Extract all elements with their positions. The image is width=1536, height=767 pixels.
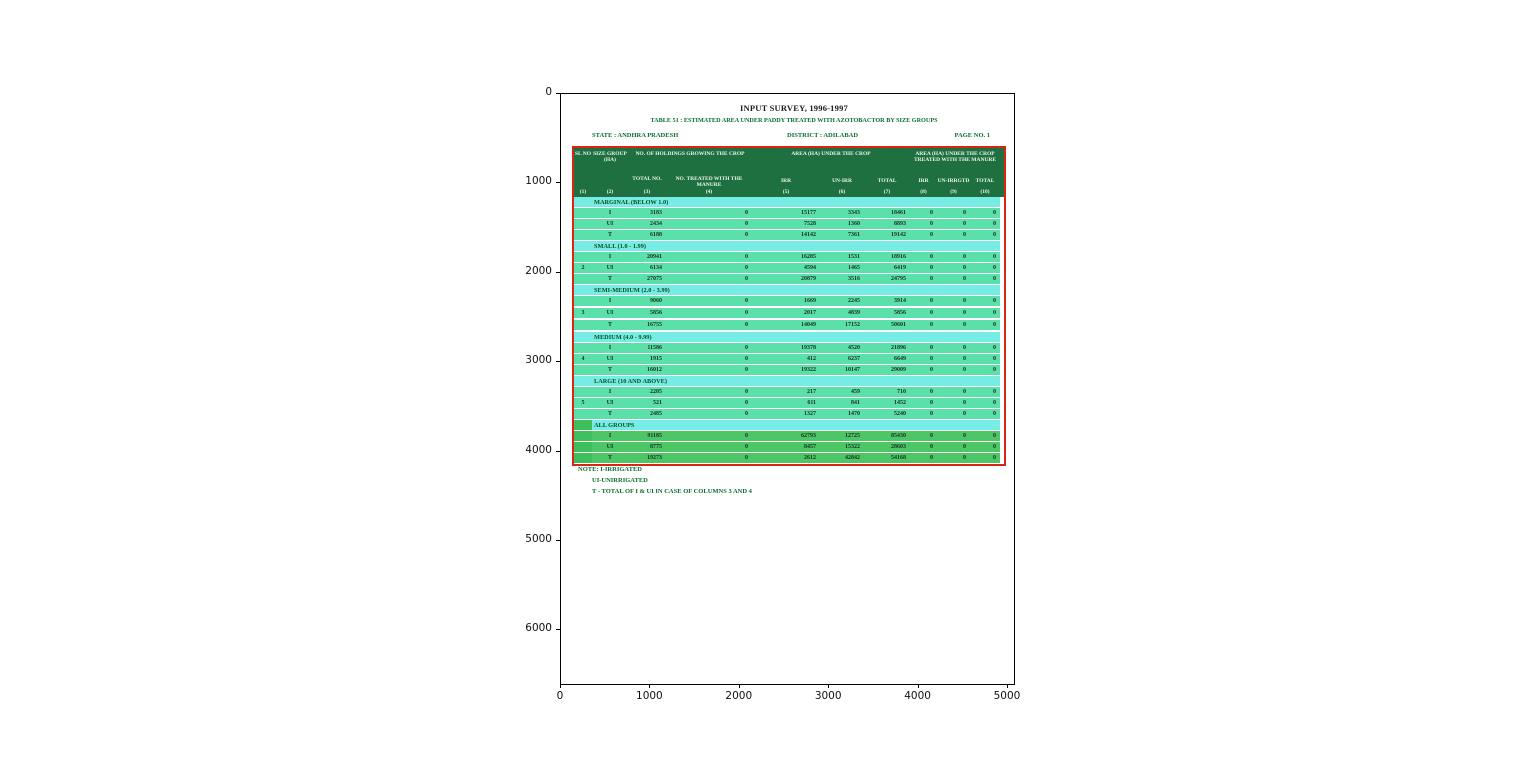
y-tick-mark — [556, 451, 560, 452]
value-cell: 0 — [993, 265, 996, 271]
serial-cell — [574, 208, 592, 218]
row-label-cell: UI — [606, 400, 614, 406]
value-cell: 2245 — [848, 298, 860, 304]
value-cell: 9060 — [650, 298, 662, 304]
row-label-cell: I — [608, 298, 612, 304]
value-cell: 7528 — [804, 221, 816, 227]
value-cell: 5856 — [894, 310, 906, 316]
value-cell: 0 — [963, 411, 966, 417]
value-cell: 0 — [745, 455, 748, 461]
value-cell: 0 — [745, 232, 748, 238]
value-cell: 29009 — [891, 367, 906, 373]
y-tick-mark — [556, 629, 560, 630]
table-row — [574, 431, 1000, 442]
x-tick-label: 1000 — [636, 690, 663, 702]
value-cell: 0 — [993, 433, 996, 439]
value-cell: 1669 — [804, 298, 816, 304]
value-cell: 0 — [963, 322, 966, 328]
header-area-group: AREA (HA) UNDER THE CROP — [791, 151, 871, 157]
column-number: (6) — [838, 189, 846, 195]
value-cell: 50601 — [891, 322, 906, 328]
table-row — [574, 409, 1000, 420]
header-irr: IRR — [780, 178, 792, 184]
value-cell: 0 — [963, 433, 966, 439]
row-label-cell: I — [608, 210, 612, 216]
y-tick-mark — [556, 93, 560, 94]
value-cell: 0 — [930, 345, 933, 351]
column-number: (5) — [782, 189, 790, 195]
value-cell: 0 — [993, 345, 996, 351]
value-cell: 0 — [930, 232, 933, 238]
note-line: T - TOTAL OF I & UI IN CASE OF COLUMNS 3 AND 4 — [592, 488, 752, 495]
state-label: STATE : ANDHRA PRADESH — [592, 132, 679, 139]
table-row — [574, 398, 1000, 409]
column-number: (8) — [920, 189, 927, 195]
serial-cell — [574, 274, 592, 284]
column-number: (4) — [705, 189, 713, 195]
value-cell: 0 — [963, 310, 966, 316]
table-row — [574, 219, 1000, 230]
serial-cell — [574, 442, 592, 452]
serial-cell: 5 — [581, 400, 585, 406]
value-cell: 3343 — [848, 210, 860, 216]
y-tick-label: 3000 — [525, 354, 552, 367]
table-row — [574, 354, 1000, 365]
value-cell: 27075 — [647, 276, 662, 282]
band-corner-cell — [574, 332, 592, 342]
value-cell: 0 — [993, 411, 996, 417]
value-cell: 0 — [745, 356, 748, 362]
header-no-treated: NO. TREATED WITH THE MANURE — [675, 176, 743, 189]
row-label-cell: I — [608, 345, 612, 351]
row-label-cell: T — [607, 411, 612, 417]
value-cell: 0 — [993, 367, 996, 373]
value-cell: 1327 — [804, 411, 816, 417]
value-cell: 0 — [930, 254, 933, 260]
serial-cell: 4 — [581, 356, 585, 362]
value-cell: 16012 — [647, 367, 662, 373]
value-cell: 0 — [963, 356, 966, 362]
value-cell: 6419 — [894, 265, 906, 271]
table-row — [574, 208, 1000, 219]
serial-cell — [574, 453, 592, 463]
row-label-cell: I — [608, 254, 612, 260]
x-tick-mark — [739, 684, 740, 688]
value-cell: 0 — [963, 400, 966, 406]
value-cell: 611 — [807, 400, 816, 406]
document-title: INPUT SURVEY, 1996-1997 — [740, 103, 848, 113]
value-cell: 10147 — [845, 367, 860, 373]
table-row — [574, 343, 1000, 354]
value-cell: 0 — [930, 265, 933, 271]
table-row — [574, 308, 1000, 320]
value-cell: 0 — [745, 276, 748, 282]
value-cell: 0 — [930, 389, 933, 395]
y-tick-mark — [556, 272, 560, 273]
row-label-cell: UI — [606, 356, 614, 362]
table-row — [574, 274, 1000, 285]
size-group-band — [574, 241, 1000, 252]
value-cell: 54168 — [891, 455, 906, 461]
note-line: NOTE: I-IRRIGATED — [578, 466, 642, 473]
row-label-cell: UI — [606, 221, 614, 227]
value-cell: 0 — [930, 322, 933, 328]
value-cell: 21896 — [891, 345, 906, 351]
size-group-label: MARGINAL (BELOW 1.0) — [594, 199, 669, 206]
survey-table — [572, 146, 1006, 466]
size-group-label: MEDIUM (4.0 - 9.99) — [594, 334, 652, 341]
y-tick-label: 6000 — [525, 622, 552, 635]
value-cell: 0 — [745, 411, 748, 417]
page-number-label: PAGE NO. 1 — [954, 132, 990, 139]
value-cell: 3183 — [650, 210, 662, 216]
row-label-cell: T — [607, 367, 612, 373]
value-cell: 0 — [993, 322, 996, 328]
value-cell: 0 — [745, 210, 748, 216]
value-cell: 459 — [851, 389, 860, 395]
size-group-label: LARGE (10 AND ABOVE) — [594, 378, 667, 385]
value-cell: 1470 — [848, 411, 860, 417]
document-subtitle: TABLE 51 : ESTIMATED AREA UNDER PADDY TREATED WITH AZOTOBACTOR BY SIZE GROUPS — [650, 117, 938, 124]
value-cell: 0 — [993, 444, 996, 450]
value-cell: 0 — [745, 298, 748, 304]
size-group-label: SMALL (1.0 - 1.99) — [594, 243, 646, 250]
value-cell: 7361 — [848, 232, 860, 238]
y-tick-label: 0 — [545, 86, 552, 98]
column-number: (1) — [579, 189, 587, 195]
value-cell: 85430 — [891, 433, 906, 439]
table-notes — [578, 464, 752, 497]
table-row — [574, 453, 1000, 464]
row-label-cell: I — [608, 389, 612, 395]
value-cell: 1452 — [894, 400, 906, 406]
size-group-band — [574, 376, 1000, 387]
header-sl-no: SL NO — [574, 151, 592, 157]
serial-cell — [574, 343, 592, 353]
value-cell: 19273 — [647, 455, 662, 461]
value-cell: 0 — [993, 276, 996, 282]
value-cell: 0 — [963, 210, 966, 216]
band-corner-cell — [574, 420, 592, 430]
value-cell: 2485 — [650, 411, 662, 417]
table-row — [574, 296, 1000, 308]
value-cell: 18461 — [891, 210, 906, 216]
size-group-band — [574, 420, 1000, 431]
table-body — [574, 197, 1000, 464]
row-label-cell: T — [607, 455, 612, 461]
x-tick-mark — [560, 684, 561, 688]
header-area-treated-group: AREA (HA) UNDER THE CROP TREATED WITH THE MANURE — [913, 151, 997, 164]
serial-cell — [574, 252, 592, 262]
x-tick-label: 5000 — [993, 690, 1021, 702]
y-tick-label: 5000 — [525, 533, 552, 545]
band-corner-cell — [574, 376, 592, 386]
value-cell: 0 — [745, 389, 748, 395]
value-cell: 0 — [745, 265, 748, 271]
value-cell: 5856 — [650, 310, 662, 316]
serial-cell — [574, 320, 592, 330]
y-tick-label: 4000 — [525, 443, 552, 456]
value-cell: 0 — [930, 433, 933, 439]
size-group-band — [574, 197, 1000, 208]
value-cell: 0 — [993, 298, 996, 304]
value-cell: 15322 — [845, 444, 860, 450]
value-cell: 8893 — [894, 221, 906, 227]
band-corner-cell — [574, 241, 592, 251]
serial-cell: 3 — [581, 310, 585, 316]
x-tick-label: 3000 — [814, 690, 842, 702]
value-cell: 0 — [963, 254, 966, 260]
value-cell: 2017 — [804, 310, 816, 316]
value-cell: 20941 — [647, 254, 662, 260]
value-cell: 0 — [963, 221, 966, 227]
value-cell: 0 — [745, 400, 748, 406]
value-cell: 6237 — [848, 356, 860, 362]
size-group-label: SEMI-MEDIUM (2.0 - 3.99) — [594, 287, 670, 294]
x-tick-label: 4000 — [904, 690, 931, 702]
value-cell: 16755 — [647, 322, 662, 328]
value-cell: 841 — [851, 400, 860, 406]
y-tick-label: 2000 — [525, 264, 552, 277]
x-tick-label: 0 — [556, 690, 564, 702]
value-cell: 0 — [963, 276, 966, 282]
value-cell: 0 — [993, 210, 996, 216]
value-cell: 19378 — [801, 345, 816, 351]
value-cell: 2205 — [650, 389, 662, 395]
value-cell: 0 — [930, 210, 933, 216]
value-cell: 19322 — [801, 367, 816, 373]
value-cell: 11586 — [647, 345, 662, 351]
table-header — [574, 148, 1004, 197]
header-irr-treated: IRR — [918, 178, 929, 184]
header-holdings-group: NO. OF HOLDINGS GROWING THE CROP — [635, 151, 745, 157]
x-tick-label: 2000 — [725, 690, 753, 702]
value-cell: 2434 — [650, 221, 662, 227]
value-cell: 17152 — [845, 322, 860, 328]
value-cell: 62793 — [801, 433, 816, 439]
header-total: TOTAL — [877, 178, 897, 184]
serial-cell — [574, 387, 592, 397]
value-cell: 0 — [993, 356, 996, 362]
value-cell: 217 — [807, 389, 816, 395]
value-cell: 0 — [993, 232, 996, 238]
value-cell: 0 — [930, 367, 933, 373]
value-cell: 1531 — [848, 254, 860, 260]
value-cell: 0 — [930, 221, 933, 227]
value-cell: 4839 — [848, 310, 860, 316]
value-cell: 0 — [745, 310, 748, 316]
value-cell: 15177 — [801, 210, 816, 216]
band-corner-cell — [574, 285, 592, 295]
value-cell: 0 — [963, 265, 966, 271]
value-cell: 6134 — [650, 265, 662, 271]
row-label-cell: UI — [606, 310, 614, 316]
value-cell: 91185 — [647, 433, 662, 439]
table-row — [574, 365, 1000, 376]
value-cell: 0 — [745, 345, 748, 351]
value-cell: 12725 — [845, 433, 860, 439]
value-cell: 0 — [930, 455, 933, 461]
value-cell: 42842 — [845, 455, 860, 461]
value-cell: 3516 — [848, 276, 860, 282]
value-cell: 0 — [745, 221, 748, 227]
document-meta-row — [572, 132, 1002, 143]
value-cell: 0 — [745, 444, 748, 450]
value-cell: 8457 — [804, 444, 816, 450]
value-cell: 521 — [653, 400, 662, 406]
header-total-no: TOTAL NO. — [632, 176, 662, 182]
table-row — [574, 230, 1000, 241]
value-cell: 0 — [963, 455, 966, 461]
value-cell: 0 — [963, 389, 966, 395]
value-cell: 8775 — [650, 444, 662, 450]
row-label-cell: I — [608, 433, 612, 439]
size-group-band — [574, 285, 1000, 296]
header-size-group: SIZE GROUP (HA) — [593, 151, 627, 164]
value-cell: 0 — [930, 356, 933, 362]
value-cell: 1360 — [848, 221, 860, 227]
y-tick-mark — [556, 361, 560, 362]
value-cell: 412 — [807, 356, 816, 362]
value-cell: 0 — [930, 411, 933, 417]
header-un-irr: UN-IRR — [832, 178, 852, 184]
value-cell: 0 — [930, 444, 933, 450]
value-cell: 1465 — [848, 265, 860, 271]
value-cell: 0 — [963, 232, 966, 238]
row-label-cell: UI — [606, 265, 614, 271]
value-cell: 5240 — [894, 411, 906, 417]
size-group-label: ALL GROUPS — [594, 422, 635, 429]
value-cell: 19142 — [891, 232, 906, 238]
serial-cell — [574, 365, 592, 375]
value-cell: 0 — [993, 221, 996, 227]
y-tick-mark — [556, 182, 560, 183]
value-cell: 0 — [930, 298, 933, 304]
y-tick-label: 1000 — [525, 175, 552, 188]
value-cell: 0 — [993, 310, 996, 316]
value-cell: 0 — [745, 254, 748, 260]
x-tick-mark — [649, 684, 650, 688]
table-row — [574, 263, 1000, 274]
table-row — [574, 252, 1000, 263]
value-cell: 0 — [745, 322, 748, 328]
value-cell: 1915 — [650, 356, 662, 362]
value-cell: 0 — [930, 400, 933, 406]
table-row — [574, 442, 1000, 453]
value-cell: 20879 — [801, 276, 816, 282]
table-row — [574, 320, 1000, 332]
row-label-cell: T — [607, 322, 612, 328]
column-number: (10) — [980, 189, 990, 195]
row-label-cell: T — [607, 276, 612, 282]
serial-cell — [574, 219, 592, 229]
y-tick-mark — [556, 540, 560, 541]
header-unirr-treated: UN-IRRGTD — [937, 178, 970, 184]
value-cell: 0 — [993, 455, 996, 461]
column-number: (9) — [950, 189, 957, 195]
value-cell: 16285 — [801, 254, 816, 260]
value-cell: 4520 — [848, 345, 860, 351]
x-tick-mark — [1007, 684, 1008, 688]
value-cell: 0 — [930, 276, 933, 282]
value-cell: 18916 — [891, 254, 906, 260]
row-label-cell: UI — [606, 444, 614, 450]
value-cell: 0 — [963, 298, 966, 304]
value-cell: 0 — [963, 444, 966, 450]
district-label: DISTRICT : ADILABAD — [787, 132, 859, 139]
value-cell: 0 — [745, 367, 748, 373]
value-cell: 0 — [963, 345, 966, 351]
value-cell: 14142 — [801, 232, 816, 238]
serial-cell: 2 — [581, 265, 585, 271]
value-cell: 6649 — [894, 356, 906, 362]
table-row — [574, 387, 1000, 398]
value-cell: 28603 — [891, 444, 906, 450]
serial-cell — [574, 230, 592, 240]
header-total-treated: TOTAL — [975, 178, 995, 184]
value-cell: 6188 — [650, 232, 662, 238]
value-cell: 2612 — [804, 455, 816, 461]
value-cell: 0 — [993, 389, 996, 395]
value-cell: 0 — [993, 400, 996, 406]
value-cell: 24795 — [891, 276, 906, 282]
value-cell: 0 — [993, 254, 996, 260]
column-number: (3) — [643, 189, 651, 195]
column-number: (7) — [883, 189, 891, 195]
value-cell: 0 — [963, 367, 966, 373]
serial-cell — [574, 296, 592, 306]
size-group-band — [574, 332, 1000, 343]
value-cell: 14049 — [801, 322, 816, 328]
band-corner-cell — [574, 197, 592, 207]
row-label-cell: T — [607, 232, 612, 238]
value-cell: 4594 — [804, 265, 816, 271]
x-tick-mark — [918, 684, 919, 688]
serial-cell — [574, 431, 592, 441]
value-cell: 0 — [930, 310, 933, 316]
value-cell: 3914 — [894, 298, 906, 304]
serial-cell — [574, 409, 592, 419]
column-number: (2) — [606, 189, 614, 195]
value-cell: 0 — [745, 433, 748, 439]
note-line: UI-UNIRRIGATED — [592, 477, 648, 484]
value-cell: 710 — [897, 389, 906, 395]
x-tick-mark — [828, 684, 829, 688]
